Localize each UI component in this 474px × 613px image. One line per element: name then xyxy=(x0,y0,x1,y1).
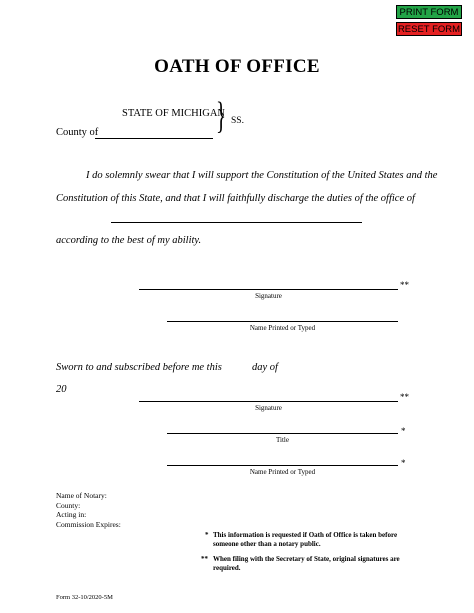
reset-form-button[interactable]: RESET FORM xyxy=(397,24,461,35)
notary-acting-label: Acting in: xyxy=(56,510,87,519)
title-marker: * xyxy=(401,426,406,436)
print-form-button[interactable]: PRINT FORM xyxy=(396,5,462,19)
notary-name-marker: * xyxy=(401,458,406,468)
notary-name-label: Name of Notary: xyxy=(56,491,107,500)
notary-expires-label: Commission Expires: xyxy=(56,519,121,529)
ss-label: SS. xyxy=(231,116,244,126)
title-caption: Title xyxy=(276,436,289,444)
notary-info xyxy=(56,491,121,529)
brace-symbol: } xyxy=(216,95,227,137)
signature-marker: ** xyxy=(400,280,409,290)
notary-county-label: County: xyxy=(56,500,81,510)
oath-text-line2: Constitution of this State, and that I will faithfully discharge the duties of the office of xyxy=(56,193,415,204)
footnote-2-line1: When filing with the Secretary of State, original signatures are xyxy=(213,555,400,563)
office-field[interactable] xyxy=(111,222,362,223)
notary-signature-caption: Signature xyxy=(255,404,282,412)
notary-signature-field[interactable] xyxy=(139,401,398,402)
oath-text-line1: I do solemnly swear that I will support the Constitution of the United States and the xyxy=(86,170,438,181)
year-prefix: 20 xyxy=(56,384,67,395)
notary-signature-marker: ** xyxy=(400,392,409,402)
oath-text-line3: according to the best of my ability. xyxy=(56,235,202,246)
signature-field[interactable] xyxy=(139,289,398,290)
name-printed-field[interactable] xyxy=(167,321,398,322)
county-field[interactable] xyxy=(95,138,213,139)
footnote-2 xyxy=(213,555,413,573)
form-number: Form 32-10/2020-5M xyxy=(56,594,113,601)
footnote-1 xyxy=(213,531,413,549)
state-label: STATE OF MICHIGAN xyxy=(122,108,225,119)
notary-name-field[interactable] xyxy=(167,465,398,466)
day-of-label: day of xyxy=(252,362,278,373)
footnote-2-marker: ** xyxy=(201,555,208,563)
footnote-1-line1: This information is requested if Oath of Office is taken before xyxy=(213,531,398,539)
county-label: County of xyxy=(56,127,99,138)
notary-name-caption: Name Printed or Typed xyxy=(249,468,316,476)
title-field[interactable] xyxy=(167,433,398,434)
footnote-2-line2: required. xyxy=(213,564,241,572)
page-title: OATH OF OFFICE xyxy=(154,56,320,77)
footnote-1-marker: * xyxy=(205,531,209,539)
name-printed-caption: Name Printed or Typed xyxy=(249,324,316,332)
footnote-1-line2: someone other than a notary public. xyxy=(213,540,321,548)
signature-caption: Signature xyxy=(255,292,282,300)
sworn-text: Sworn to and subscribed before me this xyxy=(56,362,222,373)
